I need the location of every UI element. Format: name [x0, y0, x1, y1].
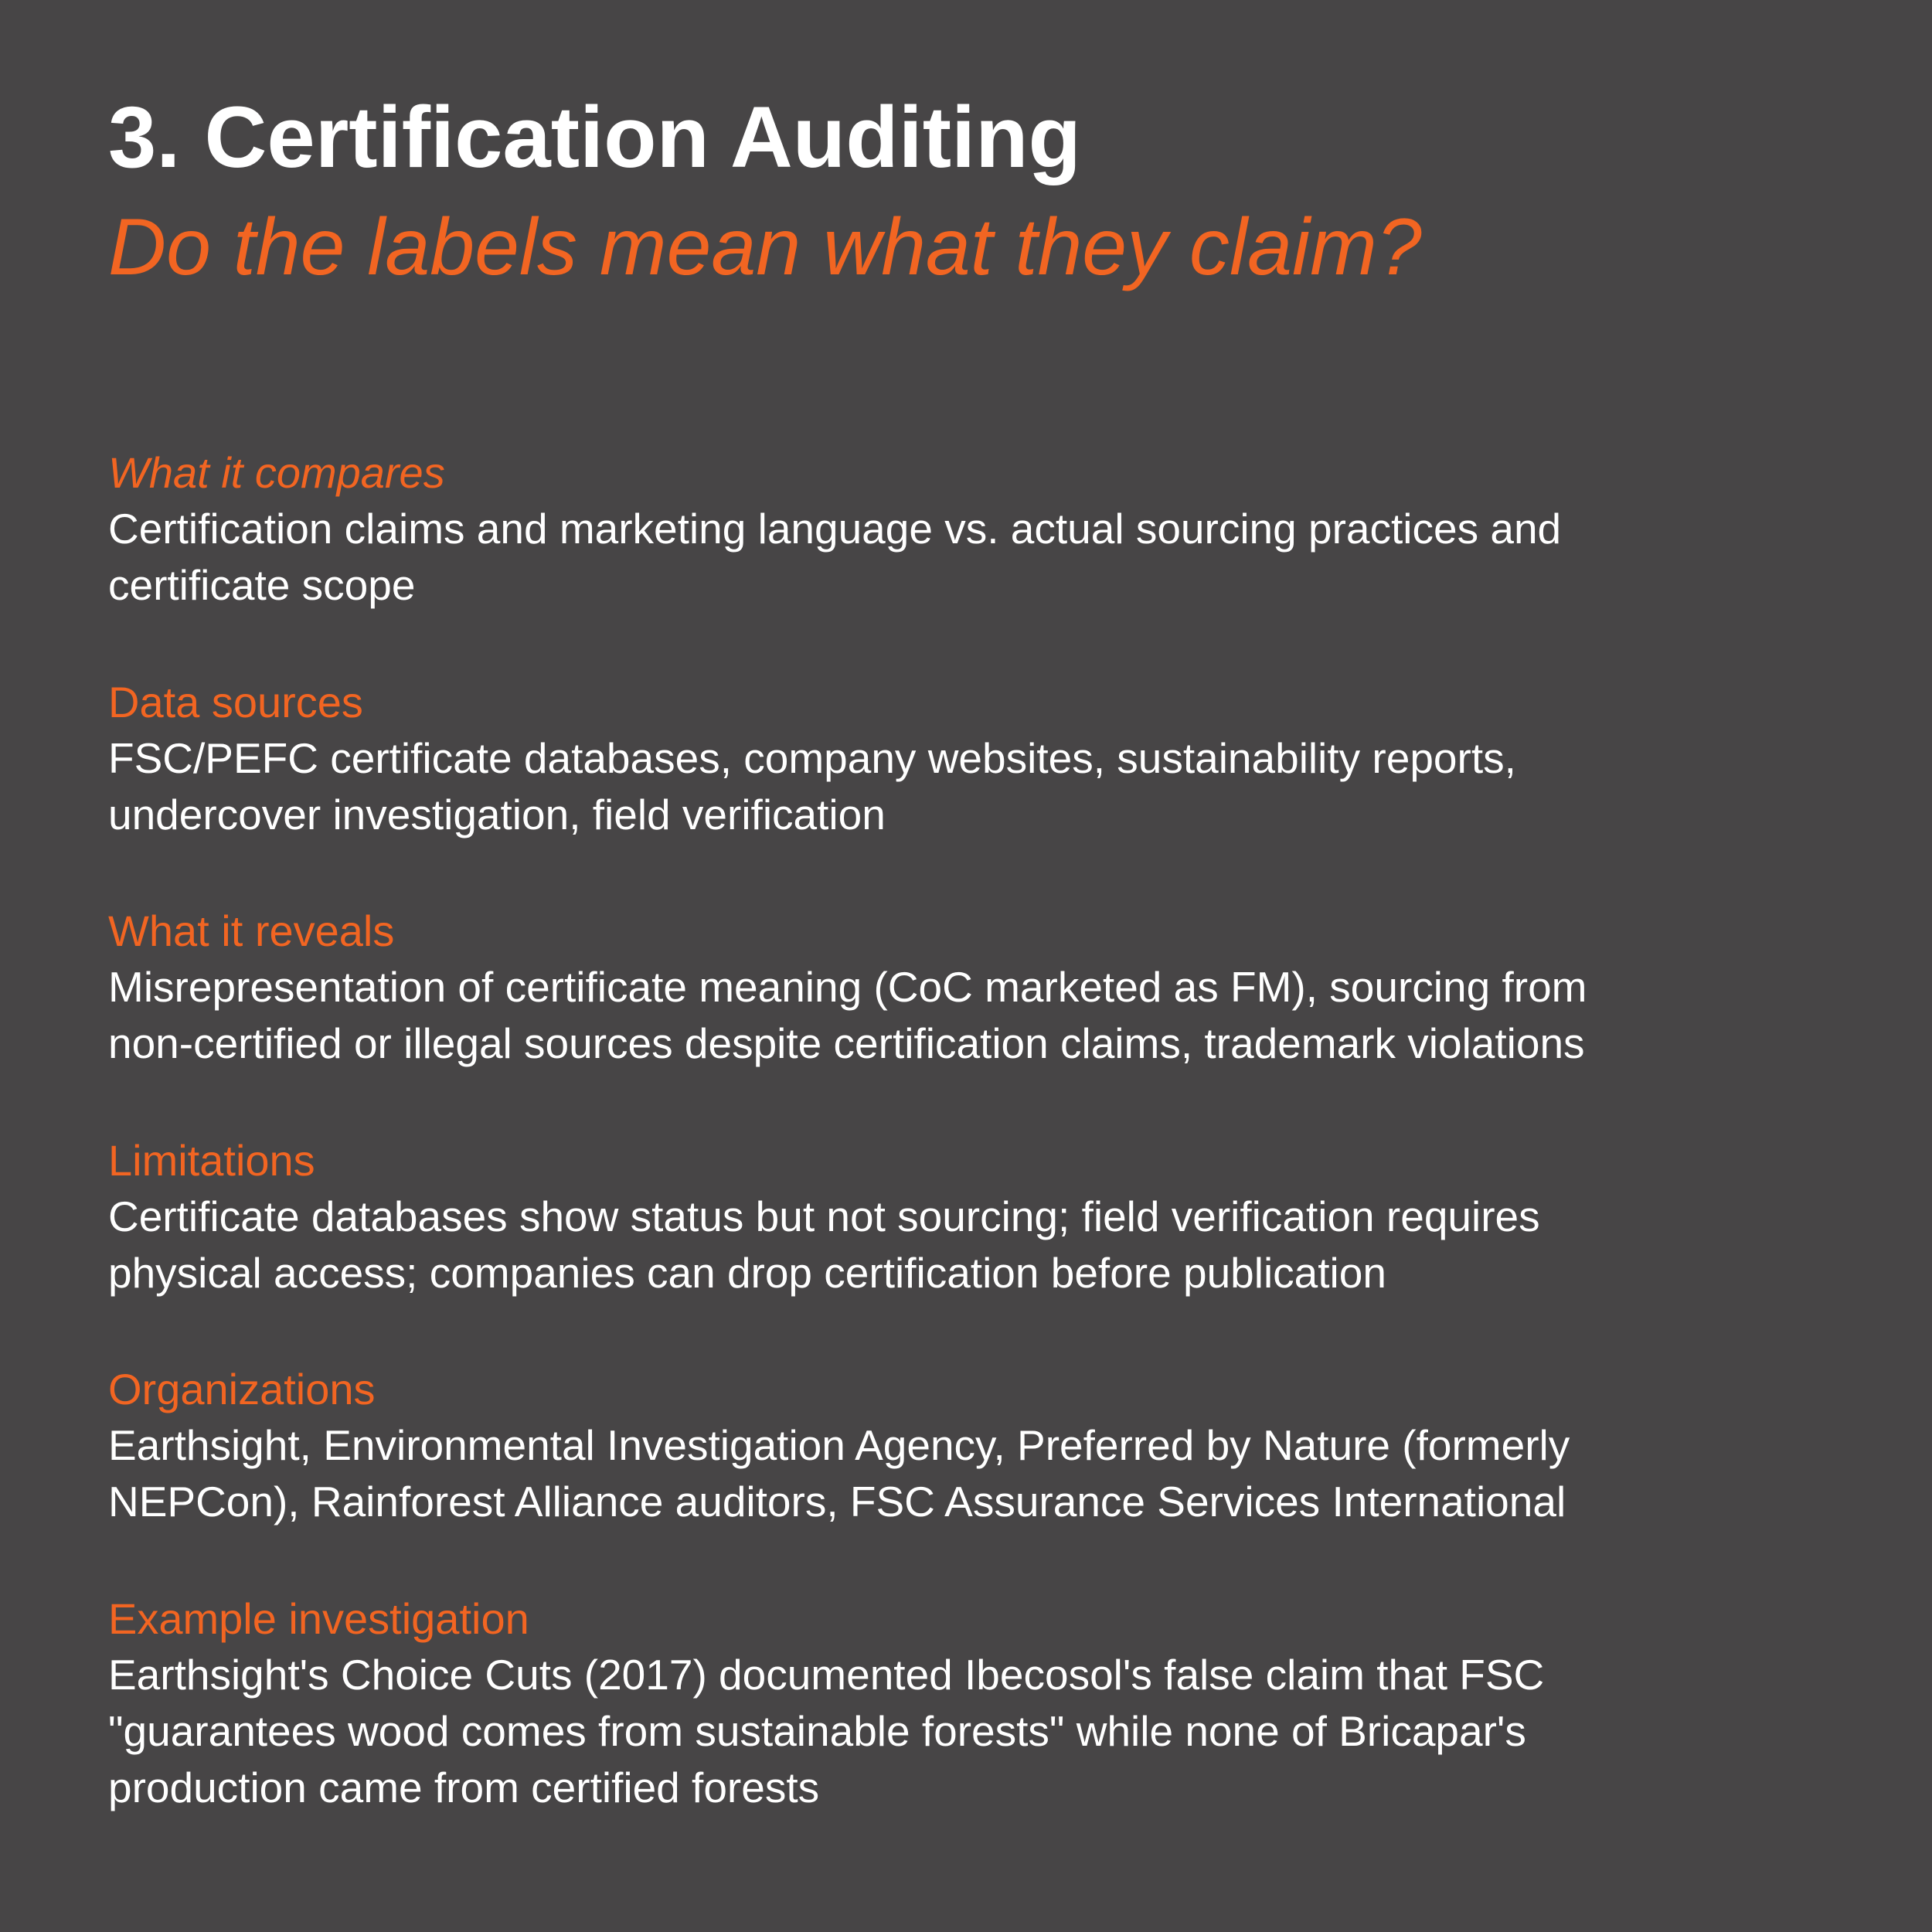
section-limitations: [108, 1132, 1587, 1362]
section-text: undercover investigation, field verification: [108, 790, 886, 838]
section-text: FSC/PEFC certificate databases, company websites, sustainability reports,: [108, 733, 1516, 782]
section-text: production came from certified forests: [108, 1763, 820, 1811]
section-data-sources: [108, 674, 1587, 903]
section-text: NEPCon), Rainforest Alliance auditors, FSC Assurance Services International: [108, 1478, 1566, 1526]
section-label: Data sources: [108, 677, 363, 726]
section-text: Certificate databases show status but not sourcing; field verification requires: [108, 1192, 1540, 1240]
page-title: 3. Certification Auditing: [108, 89, 1081, 185]
section-label: Organizations: [108, 1365, 376, 1413]
section-organizations: [108, 1361, 1587, 1590]
section-label: Limitations: [108, 1135, 315, 1185]
page-subtitle: Do the labels mean what they claim?: [108, 202, 1422, 292]
section-text: Earthsight, Environmental Investigation Agency, Preferred by Nature (formerly: [108, 1421, 1570, 1469]
section-label: Example investigation: [108, 1594, 529, 1643]
section-text: non-certified or illegal sources despite certification claims, trademark violations: [108, 1019, 1585, 1067]
section-text: Certification claims and marketing language vs. actual sourcing practices and: [108, 505, 1562, 553]
section-text: Misrepresentation of certificate meaning (CoC marketed as FM), sourcing from: [108, 963, 1587, 1011]
section-what-it-reveals: [108, 903, 1587, 1132]
section-text: "guarantees wood comes from sustainable forests" while none of Bricapar's: [108, 1706, 1526, 1755]
section-what-it-compares: [108, 444, 1587, 674]
section-text: certificate scope: [108, 561, 416, 609]
section-text: physical access; companies can drop certification before publication: [108, 1248, 1386, 1297]
sections: [108, 444, 1587, 1819]
section-text: Earthsight's Choice Cuts (2017) documented Ibecosol's false claim that FSC: [108, 1650, 1545, 1699]
section-label: What it compares: [108, 448, 445, 497]
section-label: What it reveals: [108, 906, 395, 955]
section-example-investigation: [108, 1590, 1587, 1820]
